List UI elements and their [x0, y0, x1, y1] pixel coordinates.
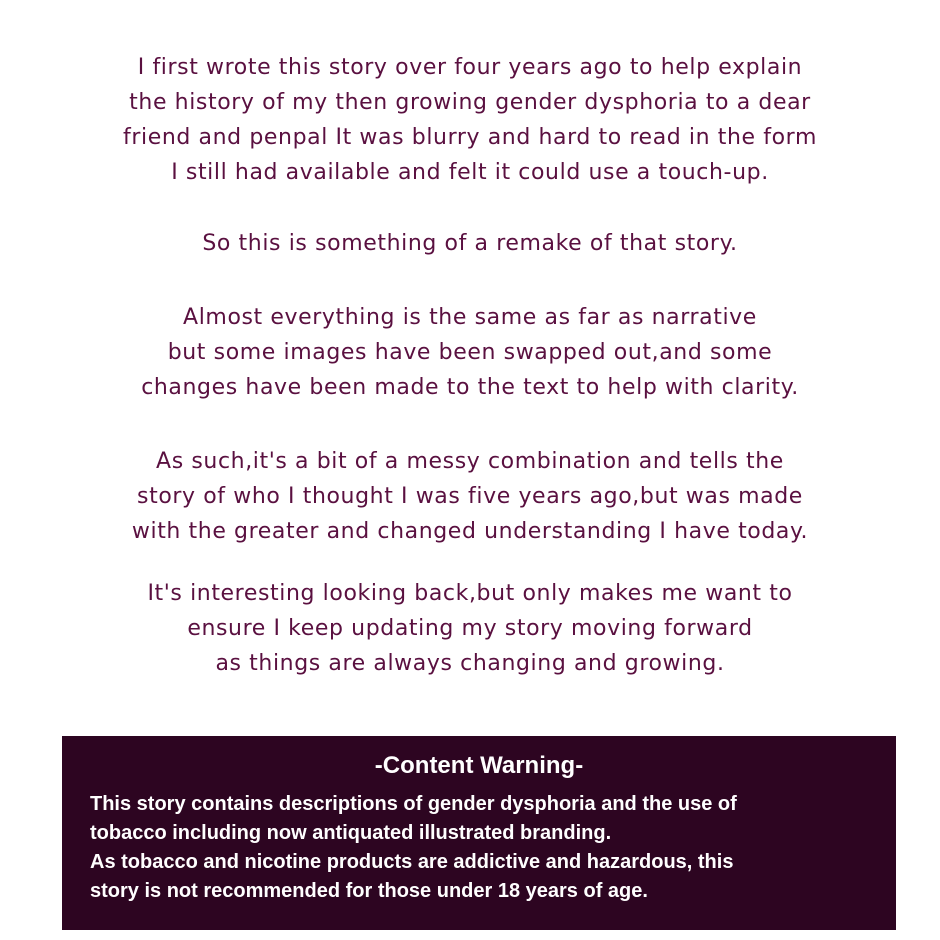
content-warning-line: This story contains descriptions of gender dysphoria and the use of — [90, 793, 737, 815]
intro-paragraph-5 — [0, 576, 940, 681]
intro-line: I first wrote this story over four years ago to help explain — [137, 55, 803, 80]
content-warning-body — [90, 790, 880, 906]
content-warning-line: story is not recommended for those under 18 years of age. — [90, 880, 648, 902]
intro-line: changes have been made to the text to help with clarity. — [141, 375, 799, 400]
intro-line: with the greater and changed understanding I have today. — [131, 519, 809, 544]
intro-line: I still had available and felt it could use a touch-up. — [171, 160, 769, 185]
intro-line: ensure I keep updating my story moving forward — [187, 616, 753, 641]
intro-paragraph-1 — [0, 50, 940, 190]
content-warning-box — [62, 736, 896, 930]
intro-line: Almost everything is the same as far as narrative — [183, 305, 757, 330]
intro-line: friend and penpal It was blurry and hard to read in the form — [123, 125, 817, 150]
intro-line: the history of my then growing gender dysphoria to a dear — [129, 90, 811, 115]
intro-line: story of who I thought I was five years ago,but was made — [137, 484, 803, 509]
content-warning-line: As tobacco and nicotine products are addictive and hazardous, this — [90, 851, 734, 873]
intro-line: It's interesting looking back,but only makes me want to — [147, 581, 793, 606]
intro-paragraph-3 — [0, 300, 940, 405]
content-warning-line: tobacco including now antiquated illustrated branding. — [90, 822, 612, 844]
intro-line: as things are always changing and growing. — [215, 651, 725, 676]
intro-line: but some images have been swapped out,and some — [167, 340, 773, 365]
content-warning-title: -Content Warning- — [374, 752, 584, 779]
intro-line: As such,it's a bit of a messy combination and tells the — [156, 449, 784, 474]
intro-paragraph-4 — [0, 444, 940, 549]
intro-line: So this is something of a remake of that story. — [202, 231, 738, 256]
intro-paragraph-2 — [0, 226, 940, 261]
